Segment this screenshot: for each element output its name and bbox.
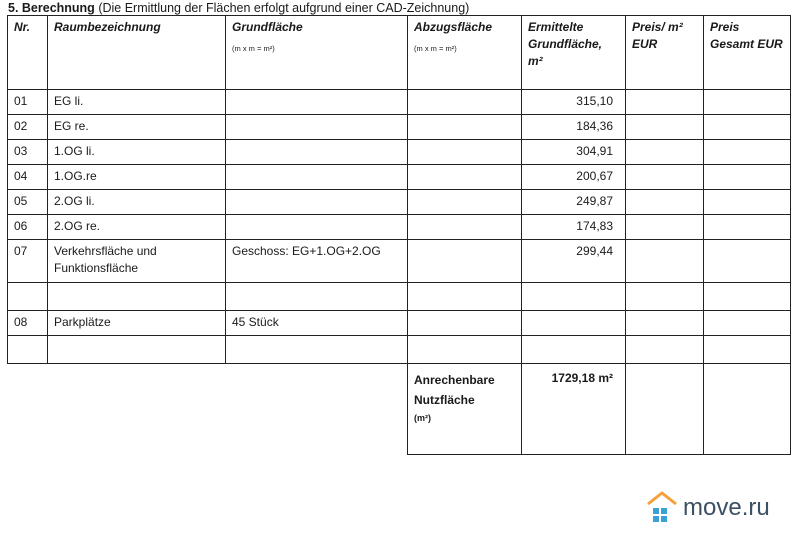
col-header-ermittelt: Ermittelte Grundfläche, m² (522, 16, 626, 90)
cell-flaeche: 315,10 (522, 90, 626, 115)
cell-raum: 1.OG li. (48, 140, 226, 165)
cell-raum: 2.OG re. (48, 215, 226, 240)
cell-preis-gesamt (704, 165, 791, 190)
cell-raum: EG re. (48, 115, 226, 140)
cell-abzug (408, 240, 522, 283)
total-value: 1729,18 m² (522, 364, 626, 455)
table-row (8, 165, 791, 190)
table-row (8, 311, 791, 336)
cell-empty (8, 283, 48, 311)
col-header-abzugsflaeche-label: Abzugsfläche (414, 20, 493, 34)
total-label-cell (408, 364, 522, 455)
cell-preis-gesamt (704, 364, 791, 455)
col-header-preis-m2: Preis/ m² EUR (626, 16, 704, 90)
cell-empty (704, 336, 791, 364)
cell-flaeche: 174,83 (522, 215, 626, 240)
cell-empty (704, 283, 791, 311)
cell-preis-m2 (626, 240, 704, 283)
cell-spacer (8, 364, 48, 455)
cell-preis-gesamt (704, 90, 791, 115)
cell-empty (408, 283, 522, 311)
total-row (8, 364, 791, 455)
table-row (8, 90, 791, 115)
cell-preis-m2 (626, 215, 704, 240)
table-header-row (8, 16, 791, 90)
cell-nr: 08 (8, 311, 48, 336)
watermark-logo (645, 488, 795, 528)
section-heading (8, 1, 469, 15)
table-row (8, 115, 791, 140)
cell-preis-m2 (626, 90, 704, 115)
cell-nr: 06 (8, 215, 48, 240)
cell-grund (226, 115, 408, 140)
cell-flaeche: 184,36 (522, 115, 626, 140)
cell-preis-m2 (626, 364, 704, 455)
cell-abzug (408, 115, 522, 140)
cell-grund (226, 215, 408, 240)
cell-raum: Parkplätze (48, 311, 226, 336)
cell-nr: 07 (8, 240, 48, 283)
cell-nr: 02 (8, 115, 48, 140)
cell-grund: Geschoss: EG+1.OG+2.OG (226, 240, 408, 283)
cell-nr: 05 (8, 190, 48, 215)
cell-grund: 45 Stück (226, 311, 408, 336)
cell-preis-gesamt (704, 311, 791, 336)
col-header-grundflaeche-label: Grundfläche (232, 20, 303, 34)
cell-preis-gesamt (704, 240, 791, 283)
cell-nr: 01 (8, 90, 48, 115)
cell-nr: 04 (8, 165, 48, 190)
col-header-grundflaeche (226, 16, 408, 90)
cell-preis-gesamt (704, 215, 791, 240)
cell-abzug (408, 215, 522, 240)
table-row (8, 140, 791, 165)
table-row (8, 215, 791, 240)
cell-spacer (226, 364, 408, 455)
cell-raum: Verkehrsfläche und Funktionsfläche (48, 240, 226, 283)
cell-empty (408, 336, 522, 364)
cell-spacer (48, 364, 226, 455)
cell-grund (226, 190, 408, 215)
cell-raum: 1.OG.re (48, 165, 226, 190)
section-note: (Die Ermittlung der Flächen erfolgt aufgrund einer CAD-Zeichnung) (98, 1, 470, 15)
cell-flaeche: 249,87 (522, 190, 626, 215)
col-header-nr: Nr. (8, 16, 48, 90)
cell-empty (226, 283, 408, 311)
table-row-empty (8, 283, 791, 311)
cell-empty (522, 283, 626, 311)
col-header-preis-gesamt: Preis Gesamt EUR (704, 16, 791, 90)
cell-grund (226, 140, 408, 165)
cell-preis-m2 (626, 115, 704, 140)
cell-flaeche: 200,67 (522, 165, 626, 190)
house-icon (645, 488, 681, 528)
cell-grund (226, 165, 408, 190)
col-header-abzugsflaeche (408, 16, 522, 90)
cell-preis-gesamt (704, 190, 791, 215)
cell-raum: EG li. (48, 90, 226, 115)
cell-flaeche: 304,91 (522, 140, 626, 165)
cell-flaeche: 299,44 (522, 240, 626, 283)
watermark-text: move.ru (683, 494, 770, 521)
cell-preis-m2 (626, 140, 704, 165)
cell-abzug (408, 311, 522, 336)
cell-raum: 2.OG li. (48, 190, 226, 215)
cell-nr: 03 (8, 140, 48, 165)
cell-empty (626, 283, 704, 311)
table-row-empty (8, 336, 791, 364)
col-header-raum: Raumbezeichnung (48, 16, 226, 90)
cell-preis-gesamt (704, 115, 791, 140)
cell-abzug (408, 90, 522, 115)
cell-empty (48, 283, 226, 311)
cell-abzug (408, 190, 522, 215)
section-number: 5. Berechnung (8, 1, 95, 15)
cell-abzug (408, 165, 522, 190)
col-header-abzugsflaeche-unit: (m x m = m²) (414, 44, 457, 53)
cell-preis-m2 (626, 190, 704, 215)
cell-grund (226, 90, 408, 115)
cell-preis-m2 (626, 311, 704, 336)
col-header-grundflaeche-unit: (m x m = m²) (232, 44, 275, 53)
cell-preis-m2 (626, 165, 704, 190)
cell-empty (48, 336, 226, 364)
cell-empty (8, 336, 48, 364)
cell-empty (226, 336, 408, 364)
cell-empty (626, 336, 704, 364)
cell-empty (522, 336, 626, 364)
cell-flaeche (522, 311, 626, 336)
table-row (8, 190, 791, 215)
total-label: Anrechenbare Nutzfläche (414, 373, 495, 407)
calculation-table (7, 15, 791, 455)
cell-abzug (408, 140, 522, 165)
cell-preis-gesamt (704, 140, 791, 165)
table-row (8, 240, 791, 283)
total-unit: (m²) (414, 413, 431, 423)
